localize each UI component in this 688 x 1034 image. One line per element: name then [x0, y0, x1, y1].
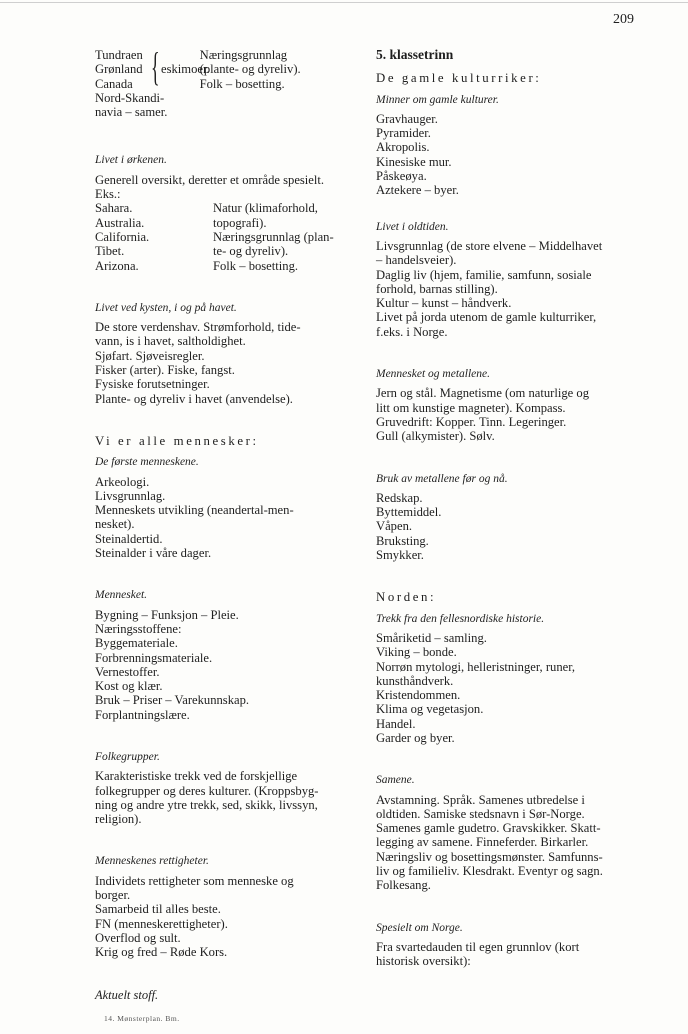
text-line: Bruksting.	[376, 533, 429, 548]
spaced-heading: Norden:	[376, 590, 437, 605]
text-line: Livsgrunnlag (de store elvene – Middelhavet	[376, 238, 603, 253]
section-heading: Mennesket og metallene.	[376, 368, 490, 381]
section-aktuelt	[95, 988, 345, 1027]
text-line: Fysiske forutsetninger.	[95, 377, 210, 392]
text-line: Viking – bonde.	[376, 645, 457, 660]
section-heading: Minner om gamle kulturer.	[376, 93, 499, 106]
section-samene	[376, 773, 632, 892]
section-heading: Menneskenes rettigheter.	[95, 855, 209, 868]
topic-line: Næringsgrunnlag	[199, 48, 288, 62]
text-line: litt om kunstige magneter). Kompass.	[376, 400, 566, 415]
text-line: Handel.	[376, 716, 416, 731]
text-line: Kultur – kunst – håndverk.	[376, 296, 512, 311]
section-heading: Bruk av metallene før og nå.	[376, 472, 508, 485]
text-line: Generell oversikt, deretter et område spesielt.	[95, 172, 325, 187]
section-heading: Spesielt om Norge.	[376, 921, 463, 934]
text-line: Næringsstoffene:	[95, 621, 182, 636]
text-line: Aztekere – byer.	[376, 183, 459, 198]
text-line: FN (menneskerettigheter).	[95, 916, 228, 931]
text-line: Kristendommen.	[376, 688, 461, 703]
section-heading: De første menneskene.	[95, 456, 199, 469]
section-heading: Livet i ørkenen.	[95, 154, 167, 167]
spaced-heading: De gamle kulturriker:	[376, 71, 542, 86]
text-line: Bygning – Funksjon – Pleie.	[95, 607, 239, 622]
text-line: nesket).	[95, 517, 135, 532]
left-column	[95, 44, 345, 1026]
footer-note: 14. Mønsterplan. Bm.	[104, 1013, 180, 1023]
text-line: – handelsveier).	[376, 253, 457, 268]
region-names	[95, 48, 151, 91]
text-line: kunsthåndverk.	[376, 673, 454, 688]
text-line: Bruk – Priser – Varekunnskap.	[95, 693, 250, 708]
place: Australia.	[95, 215, 145, 230]
bracket-right	[200, 48, 301, 119]
text-line: Fra svartedauden til egen grunnlov (kort	[376, 939, 580, 954]
region-name: navia – samer.	[95, 105, 168, 120]
text-line: Kost og klær.	[95, 679, 163, 694]
topic: Næringsgrunnlag (plan-	[213, 229, 334, 244]
text-line: Byttemiddel.	[376, 505, 442, 520]
section-bracket-regions	[95, 44, 345, 120]
place: Tibet.	[95, 244, 125, 259]
place: Sahara.	[95, 201, 133, 216]
topic: Natur (klimaforhold,	[213, 201, 318, 216]
text-line: forhold, barnas stilling).	[376, 281, 498, 296]
section-heading: Samene.	[376, 774, 415, 787]
text-line: Sjøfart. Sjøveisregler.	[95, 348, 205, 363]
text-line: vann, is i havet, saltholdighet.	[95, 334, 246, 349]
region-name: Grønland	[95, 62, 143, 77]
text-line: Karakteristiske trekk ved de forskjellige	[95, 769, 298, 784]
topic-line: Folk – bosetting.	[199, 76, 285, 91]
text-line: ning og andre ytre trekk, sed, skikk, livssyn,	[95, 797, 318, 812]
text-line: Klima og vegetasjon.	[376, 702, 484, 717]
text-line: folkegrupper og deres kulturer. (Kroppsbyg-	[95, 783, 319, 798]
text-line: liv og familieliv. Klesdrakt. Eventyr og sagn.	[376, 864, 603, 879]
place: California.	[95, 229, 150, 244]
section-metallene	[376, 367, 632, 443]
region-name: Canada	[95, 76, 133, 91]
text-line: Livsgrunnlag.	[95, 488, 166, 503]
text-line: Avstamning. Språk. Samenes utbredelse i	[376, 792, 585, 807]
text-line: Daglig liv (hjem, familie, samfunn, sosiale	[376, 267, 592, 282]
section-heading: Trekk fra den fellesnordiske historie.	[376, 612, 545, 625]
text-line: Vernestoffer.	[95, 664, 160, 679]
text-line: f.eks. i Norge.	[376, 324, 448, 339]
section-mennesket	[95, 588, 345, 722]
region-name: Nord-Skandi-	[95, 90, 165, 105]
text-line: Smykker.	[376, 548, 424, 563]
text-line: legging av samene. Finneferder. Birkarler.	[376, 835, 589, 850]
text-line: oldtiden. Samiske stedsnavn i Sør-Norge.	[376, 806, 585, 821]
section-heading: Aktuelt stoff.	[95, 987, 159, 1002]
text-line: Folkesang.	[376, 878, 431, 893]
page-number: 209	[613, 12, 634, 27]
text-line: Gruvedrift: Kopper. Tinn. Legeringer.	[376, 414, 567, 429]
text-line: Overflod og sult.	[95, 930, 181, 945]
bracket-table	[95, 44, 345, 120]
text-line: Plante- og dyreliv i havet (anvendelse).	[95, 391, 293, 406]
text-line: Krig og fred – Røde Kors.	[95, 945, 228, 960]
text-line: Gravhauger.	[376, 111, 438, 126]
top-edge-line	[0, 2, 688, 3]
text-line: Menneskets utvikling (neandertal-men-	[95, 503, 294, 518]
text-line: Forbrenningsmateriale.	[95, 650, 213, 665]
text-line: Individets rettigheter som menneske og	[95, 873, 294, 888]
text-line: Steinaldertid.	[95, 531, 163, 546]
grade-heading: 5. klassetrinn	[376, 47, 454, 62]
section-norge	[376, 921, 632, 969]
section-heading: Livet ved kysten, i og på havet.	[95, 301, 237, 314]
text-line: Garder og byer.	[376, 730, 455, 745]
text-line: religion).	[95, 812, 142, 827]
text-line: Norrøn mytologi, helleristninger, runer,	[376, 659, 576, 674]
text-line: Steinalder i våre dager.	[95, 546, 212, 561]
section-heading: Mennesket.	[95, 589, 148, 602]
topic-line: (plante- og dyreliv).	[199, 62, 301, 77]
section-rettigheter	[95, 854, 345, 959]
text-line: Næringsliv og bosettingsmønster. Samfunns-	[376, 849, 603, 864]
places-topics	[95, 201, 345, 272]
section-norden	[376, 590, 632, 745]
text-line: Våpen.	[376, 519, 413, 534]
topic: topografi).	[213, 215, 267, 230]
text-line: Samarbeid til alles beste.	[95, 902, 221, 917]
brace-symbol: {	[151, 44, 160, 90]
text-line: De store verdenshav. Strømforhold, tide-	[95, 320, 301, 335]
bracket-middle: eskimoer.	[161, 62, 210, 77]
text-line: Livet på jorda utenom de gamle kulturriker,	[376, 310, 597, 325]
topic: Folk – bosetting.	[213, 258, 299, 273]
section-heading: Livet i oldtiden.	[376, 220, 449, 233]
text-line: historisk oversikt):	[376, 954, 471, 969]
text-line: Eks.:	[95, 187, 121, 202]
text-line: Påskeøya.	[376, 169, 427, 184]
text-line: Arkeologi.	[95, 474, 150, 489]
text-line: Jern og stål. Magnetisme (om naturlige og	[376, 386, 589, 401]
section-heading: Folkegrupper.	[95, 750, 160, 763]
text-line: Samenes gamle gudetro. Gravskikker. Skatt-	[376, 821, 601, 836]
section-oldtiden	[376, 220, 632, 339]
topic: te- og dyreliv).	[213, 244, 289, 259]
region-name: Tundraen	[95, 48, 143, 62]
section-bruk	[376, 472, 632, 563]
right-column	[376, 48, 632, 969]
section-folkegrupper	[95, 750, 345, 826]
section-kysten	[95, 301, 345, 406]
text-line: Akropolis.	[376, 140, 430, 155]
text-line: Byggemateriale.	[95, 636, 178, 651]
place: Arizona.	[95, 258, 139, 273]
text-line: Pyramider.	[376, 126, 431, 141]
text-line: Redskap.	[376, 490, 423, 505]
text-line: Kinesiske mur.	[376, 154, 452, 169]
spaced-heading: Vi er alle mennesker:	[95, 433, 259, 448]
section-kulturriker	[376, 71, 632, 197]
text-line: borger.	[95, 888, 131, 903]
text-line: Fisker (arter). Fiske, fangst.	[95, 363, 235, 378]
text-line: Småriketid – samling.	[376, 630, 487, 645]
section-orkenen	[95, 153, 345, 272]
section-mennesker	[95, 434, 345, 560]
text-line: Forplantningslære.	[95, 707, 190, 722]
text-line: Gull (alkymister). Sølv.	[376, 429, 495, 444]
